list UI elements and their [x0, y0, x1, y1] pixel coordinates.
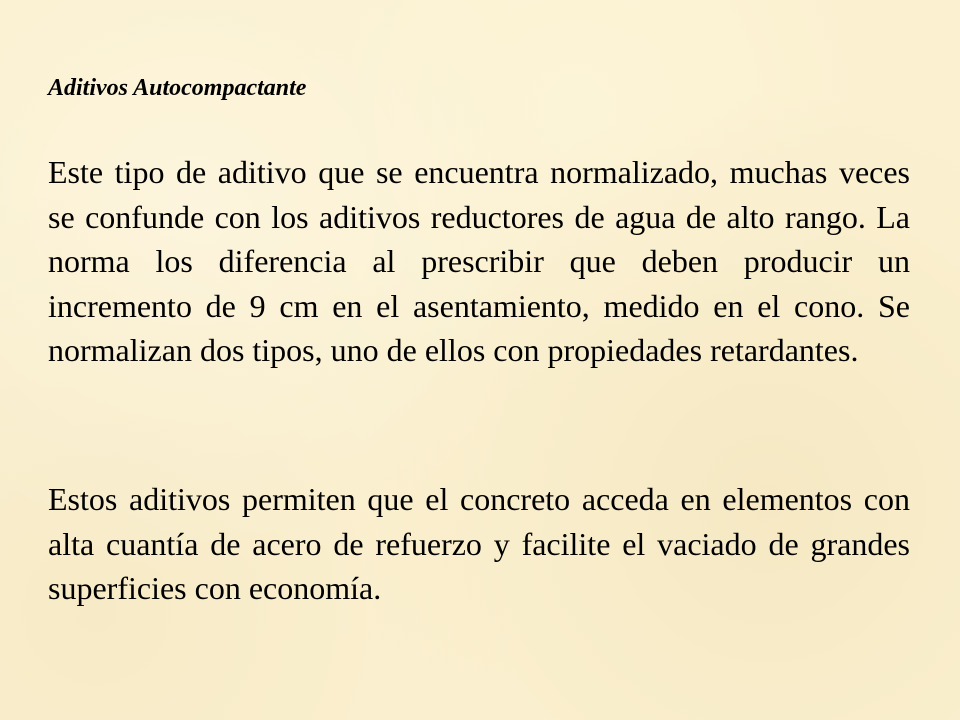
slide-heading: Aditivos Autocompactante [48, 75, 307, 101]
paragraph-benefits: Estos aditivos permiten que el concreto acceda en elementos con alta cuantía de acero de refuerzo y facilite el vaciado de grandes superficies con economía. [48, 481, 910, 607]
paragraph-definition: Este tipo de aditivo que se encuentra normalizado, muchas veces se confunde con los aditivos reductores de agua de alto rango. La norma los diferencia al prescribir que deben producir un incremento de 9 cm en el asentamiento, medido en el cono. Se normalizan dos tipos, uno de ellos con propiedades retardantes. [48, 154, 910, 369]
